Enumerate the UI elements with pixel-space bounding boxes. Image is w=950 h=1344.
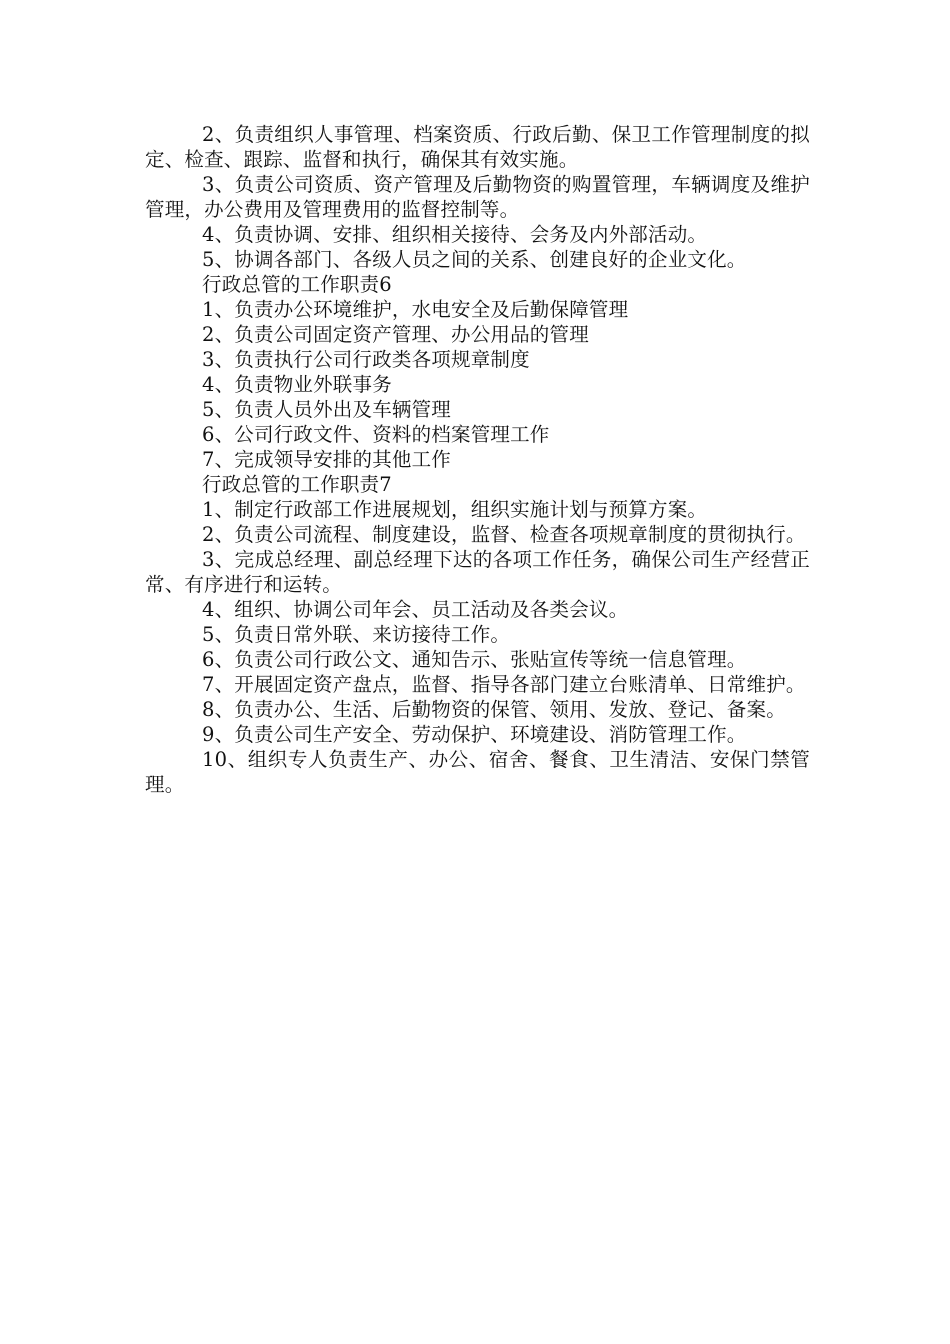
paragraph-s6-item-6: 6、公司行政文件、资料的档案管理工作 (202, 423, 550, 446)
section-heading-duties-7: 行政总管的工作职责7 (202, 473, 392, 496)
paragraph-duty-2-personnel: 2、负责组织人事管理、档案资质、行政后勤、保卫工作管理制度的拟定、检查、跟踪、监督和执行，确保其有效实施。 (145, 123, 810, 171)
paragraph-s7-item-7: 7、开展固定资产盘点，监督、指导各部门建立台账清单、日常维护。 (202, 673, 806, 696)
section-heading-duties-6: 行政总管的工作职责6 (202, 273, 392, 296)
paragraph-s6-item-5: 5、负责人员外出及车辆管理 (202, 398, 452, 421)
paragraph-s6-item-2: 2、负责公司固定资产管理、办公用品的管理 (202, 323, 589, 346)
paragraph-s7-item-2: 2、负责公司流程、制度建设，监督、检查各项规章制度的贯彻执行。 (202, 523, 806, 546)
paragraph-duty-4-reception: 4、负责协调、安排、组织相关接待、会务及内外部活动。 (202, 223, 708, 246)
document-body (145, 122, 810, 797)
paragraph-s7-item-10: 10、组织专人负责生产、办公、宿舍、餐食、卫生清洁、安保门禁管理。 (145, 748, 810, 796)
paragraph-s7-item-3: 3、完成总经理、副总经理下达的各项工作任务，确保公司生产经营正常、有序进行和运转。 (145, 548, 810, 596)
paragraph-s6-item-1: 1、负责办公环境维护，水电安全及后勤保障管理 (202, 298, 629, 321)
paragraph-s7-item-6: 6、负责公司行政公文、通知告示、张贴宣传等统一信息管理。 (202, 648, 747, 671)
paragraph-s6-item-4: 4、负责物业外联事务 (202, 373, 392, 396)
paragraph-duty-5-culture: 5、协调各部门、各级人员之间的关系、创建良好的企业文化。 (202, 248, 747, 271)
paragraph-s6-item-3: 3、负责执行公司行政类各项规章制度 (202, 348, 530, 371)
paragraph-s7-item-1: 1、制定行政部工作进展规划，组织实施计划与预算方案。 (202, 498, 708, 521)
paragraph-s7-item-5: 5、负责日常外联、来访接待工作。 (202, 623, 511, 646)
paragraph-s7-item-4: 4、组织、协调公司年会、员工活动及各类会议。 (202, 598, 629, 621)
paragraph-s6-item-7: 7、完成领导安排的其他工作 (202, 448, 452, 471)
paragraph-duty-3-assets: 3、负责公司资质、资产管理及后勤物资的购置管理，车辆调度及维护管理，办公费用及管理费用的监督控制等。 (145, 173, 810, 221)
paragraph-s7-item-9: 9、负责公司生产安全、劳动保护、环境建设、消防管理工作。 (202, 723, 747, 746)
paragraph-s7-item-8: 8、负责办公、生活、后勤物资的保管、领用、发放、登记、备案。 (202, 698, 786, 721)
